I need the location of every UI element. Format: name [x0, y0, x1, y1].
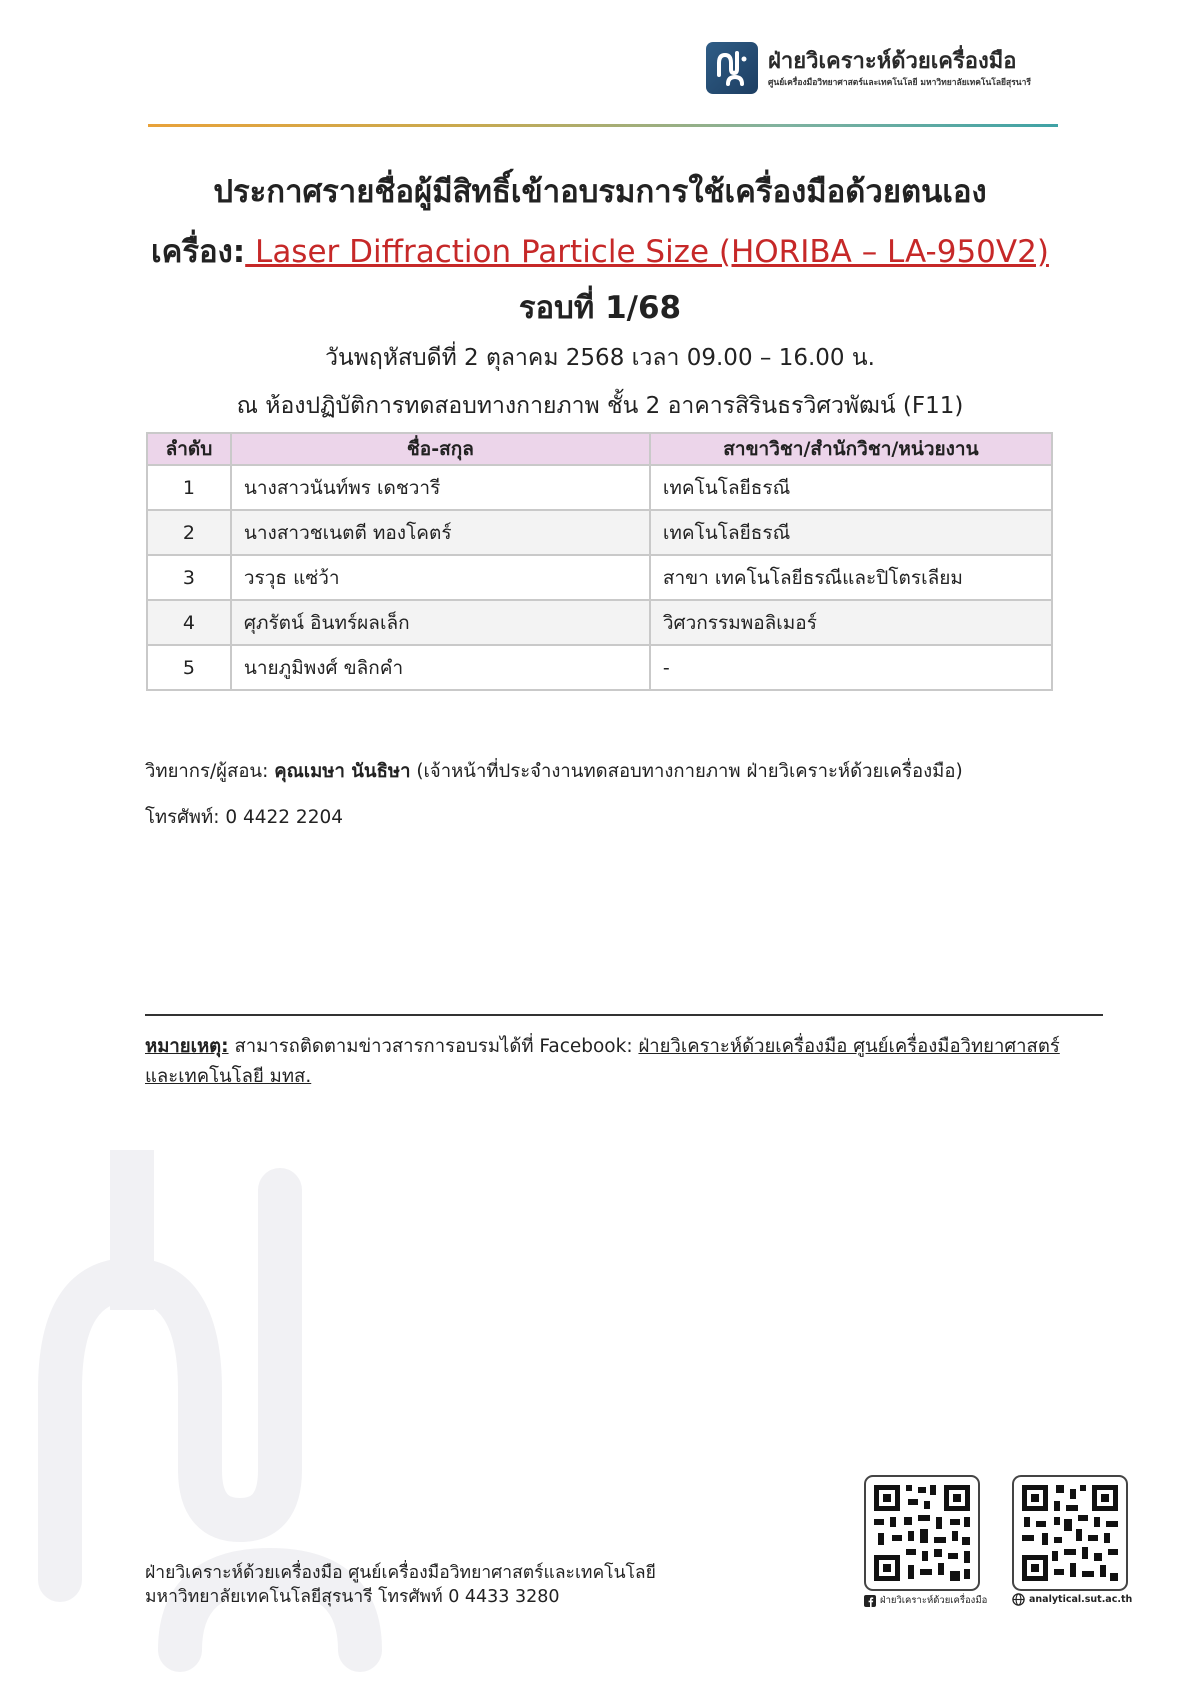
watermark-logo: [0, 1150, 480, 1690]
facebook-caption: [864, 1593, 987, 1608]
instrument-label: เครื่อง:: [151, 234, 246, 270]
table-row: [147, 465, 1052, 510]
header-divider: [148, 124, 1058, 127]
trainer-name: คุณเมษา นันธิษา: [274, 761, 411, 782]
note-text: สามารถติดตามข่าวสารการอบรมได้ที่ Facebook:: [228, 1036, 639, 1057]
row-dept: เทคโนโลยีธรณี: [650, 465, 1052, 510]
org-logo-icon: [706, 42, 758, 94]
row-dept: เทคโนโลยีธรณี: [650, 510, 1052, 555]
header-name: ชื่อ-สกุล: [231, 433, 650, 465]
row-no: 2: [147, 510, 231, 555]
note-divider: [145, 1014, 1103, 1016]
trainer-role: (เจ้าหน้าที่ประจำงานทดสอบทางกายภาพ ฝ่ายวิเคราะห์ด้วยเครื่องมือ): [416, 761, 963, 782]
org-title: ฝ่ายวิเคราะห์ด้วยเครื่องมือ: [768, 49, 1017, 74]
row-name: นางสาวนันท์พร เดชวารี: [231, 465, 650, 510]
row-no: 3: [147, 555, 231, 600]
row-name: วรวุธ แซ่ว้า: [231, 555, 650, 600]
facebook-caption-text: ฝ่ายวิเคราะห์ด้วยเครื่องมือ: [880, 1595, 988, 1606]
row-no: 1: [147, 465, 231, 510]
note: [145, 1032, 1125, 1092]
table-row: [147, 600, 1052, 645]
row-dept: -: [650, 645, 1052, 690]
row-name: ศุภรัตน์ อินทร์ผลเล็ก: [231, 600, 650, 645]
trainer-label: วิทยากร/ผู้สอน:: [145, 761, 269, 782]
facebook-link-cont[interactable]: และเทคโนโลยี มทส.: [145, 1066, 312, 1087]
location: ณ ห้องปฏิบัติการทดสอบทางกายภาพ ชั้น 2 อาคารสิรินธรวิศวพัฒน์ (F11): [236, 393, 964, 419]
table-row: [147, 510, 1052, 555]
header-logo: [706, 42, 1031, 94]
footer-line-1: ฝ่ายวิเคราะห์ด้วยเครื่องมือ ศูนย์เครื่องมือวิทยาศาสตร์และเทคโนโลยี: [145, 1563, 656, 1583]
row-no: 5: [147, 645, 231, 690]
header-no: ลำดับ: [147, 433, 231, 465]
announcement-title: ประกาศรายชื่อผู้มีสิทธิ์เข้าอบรมการใช้เครื่องมือด้วยตนเอง: [213, 174, 987, 210]
row-dept: วิศวกรรมพอลิเมอร์: [650, 600, 1052, 645]
header-dept: สาขาวิชา/สำนักวิชา/หน่วยงาน: [650, 433, 1052, 465]
facebook-icon: [864, 1595, 876, 1607]
org-subtitle: ศูนย์เครื่องมือวิทยาศาสตร์และเทคโนโลยี มหาวิทยาลัยเทคโนโลยีสุรนารี: [768, 78, 1031, 88]
row-dept: สาขา เทคโนโลยีธรณีและปิโตรเลียม: [650, 555, 1052, 600]
trainer-line: [145, 757, 963, 786]
date-time: วันพฤหัสบดีที่ 2 ตุลาคม 2568 เวลา 09.00 – 16.00 น.: [325, 345, 875, 371]
footer-address: [145, 1561, 656, 1609]
instrument-line: [0, 226, 1200, 276]
website-caption-text[interactable]: analytical.sut.ac.th: [1029, 1594, 1133, 1605]
website-qr-code[interactable]: [1012, 1475, 1128, 1591]
round-label: รอบที่ 1/68: [518, 290, 682, 326]
footer-line-2: มหาวิทยาลัยเทคโนโลยีสุรนารี โทรศัพท์ 0 4433 3280: [145, 1587, 560, 1607]
phone-line: โทรศัพท์: 0 4422 2204: [145, 807, 344, 828]
row-name: นายภูมิพงศ์ ขลิกคำ: [231, 645, 650, 690]
note-label: หมายเหตุ:: [145, 1036, 229, 1057]
table-row: [147, 645, 1052, 690]
globe-icon: [1012, 1593, 1025, 1606]
facebook-link[interactable]: ฝ่ายวิเคราะห์ด้วยเครื่องมือ ศูนย์เครื่องมือวิทยาศาสตร์: [638, 1036, 1060, 1057]
row-name: นางสาวชเนตตี ทองโคตร์: [231, 510, 650, 555]
participants-table: [146, 432, 1053, 691]
row-no: 4: [147, 600, 231, 645]
facebook-qr-code[interactable]: [864, 1475, 980, 1591]
instrument-name: Laser Diffraction Particle Size (HORIBA – LA-950V2): [245, 234, 1049, 270]
table-row: [147, 555, 1052, 600]
table-header-row: [147, 433, 1052, 465]
website-caption: [1012, 1593, 1132, 1606]
